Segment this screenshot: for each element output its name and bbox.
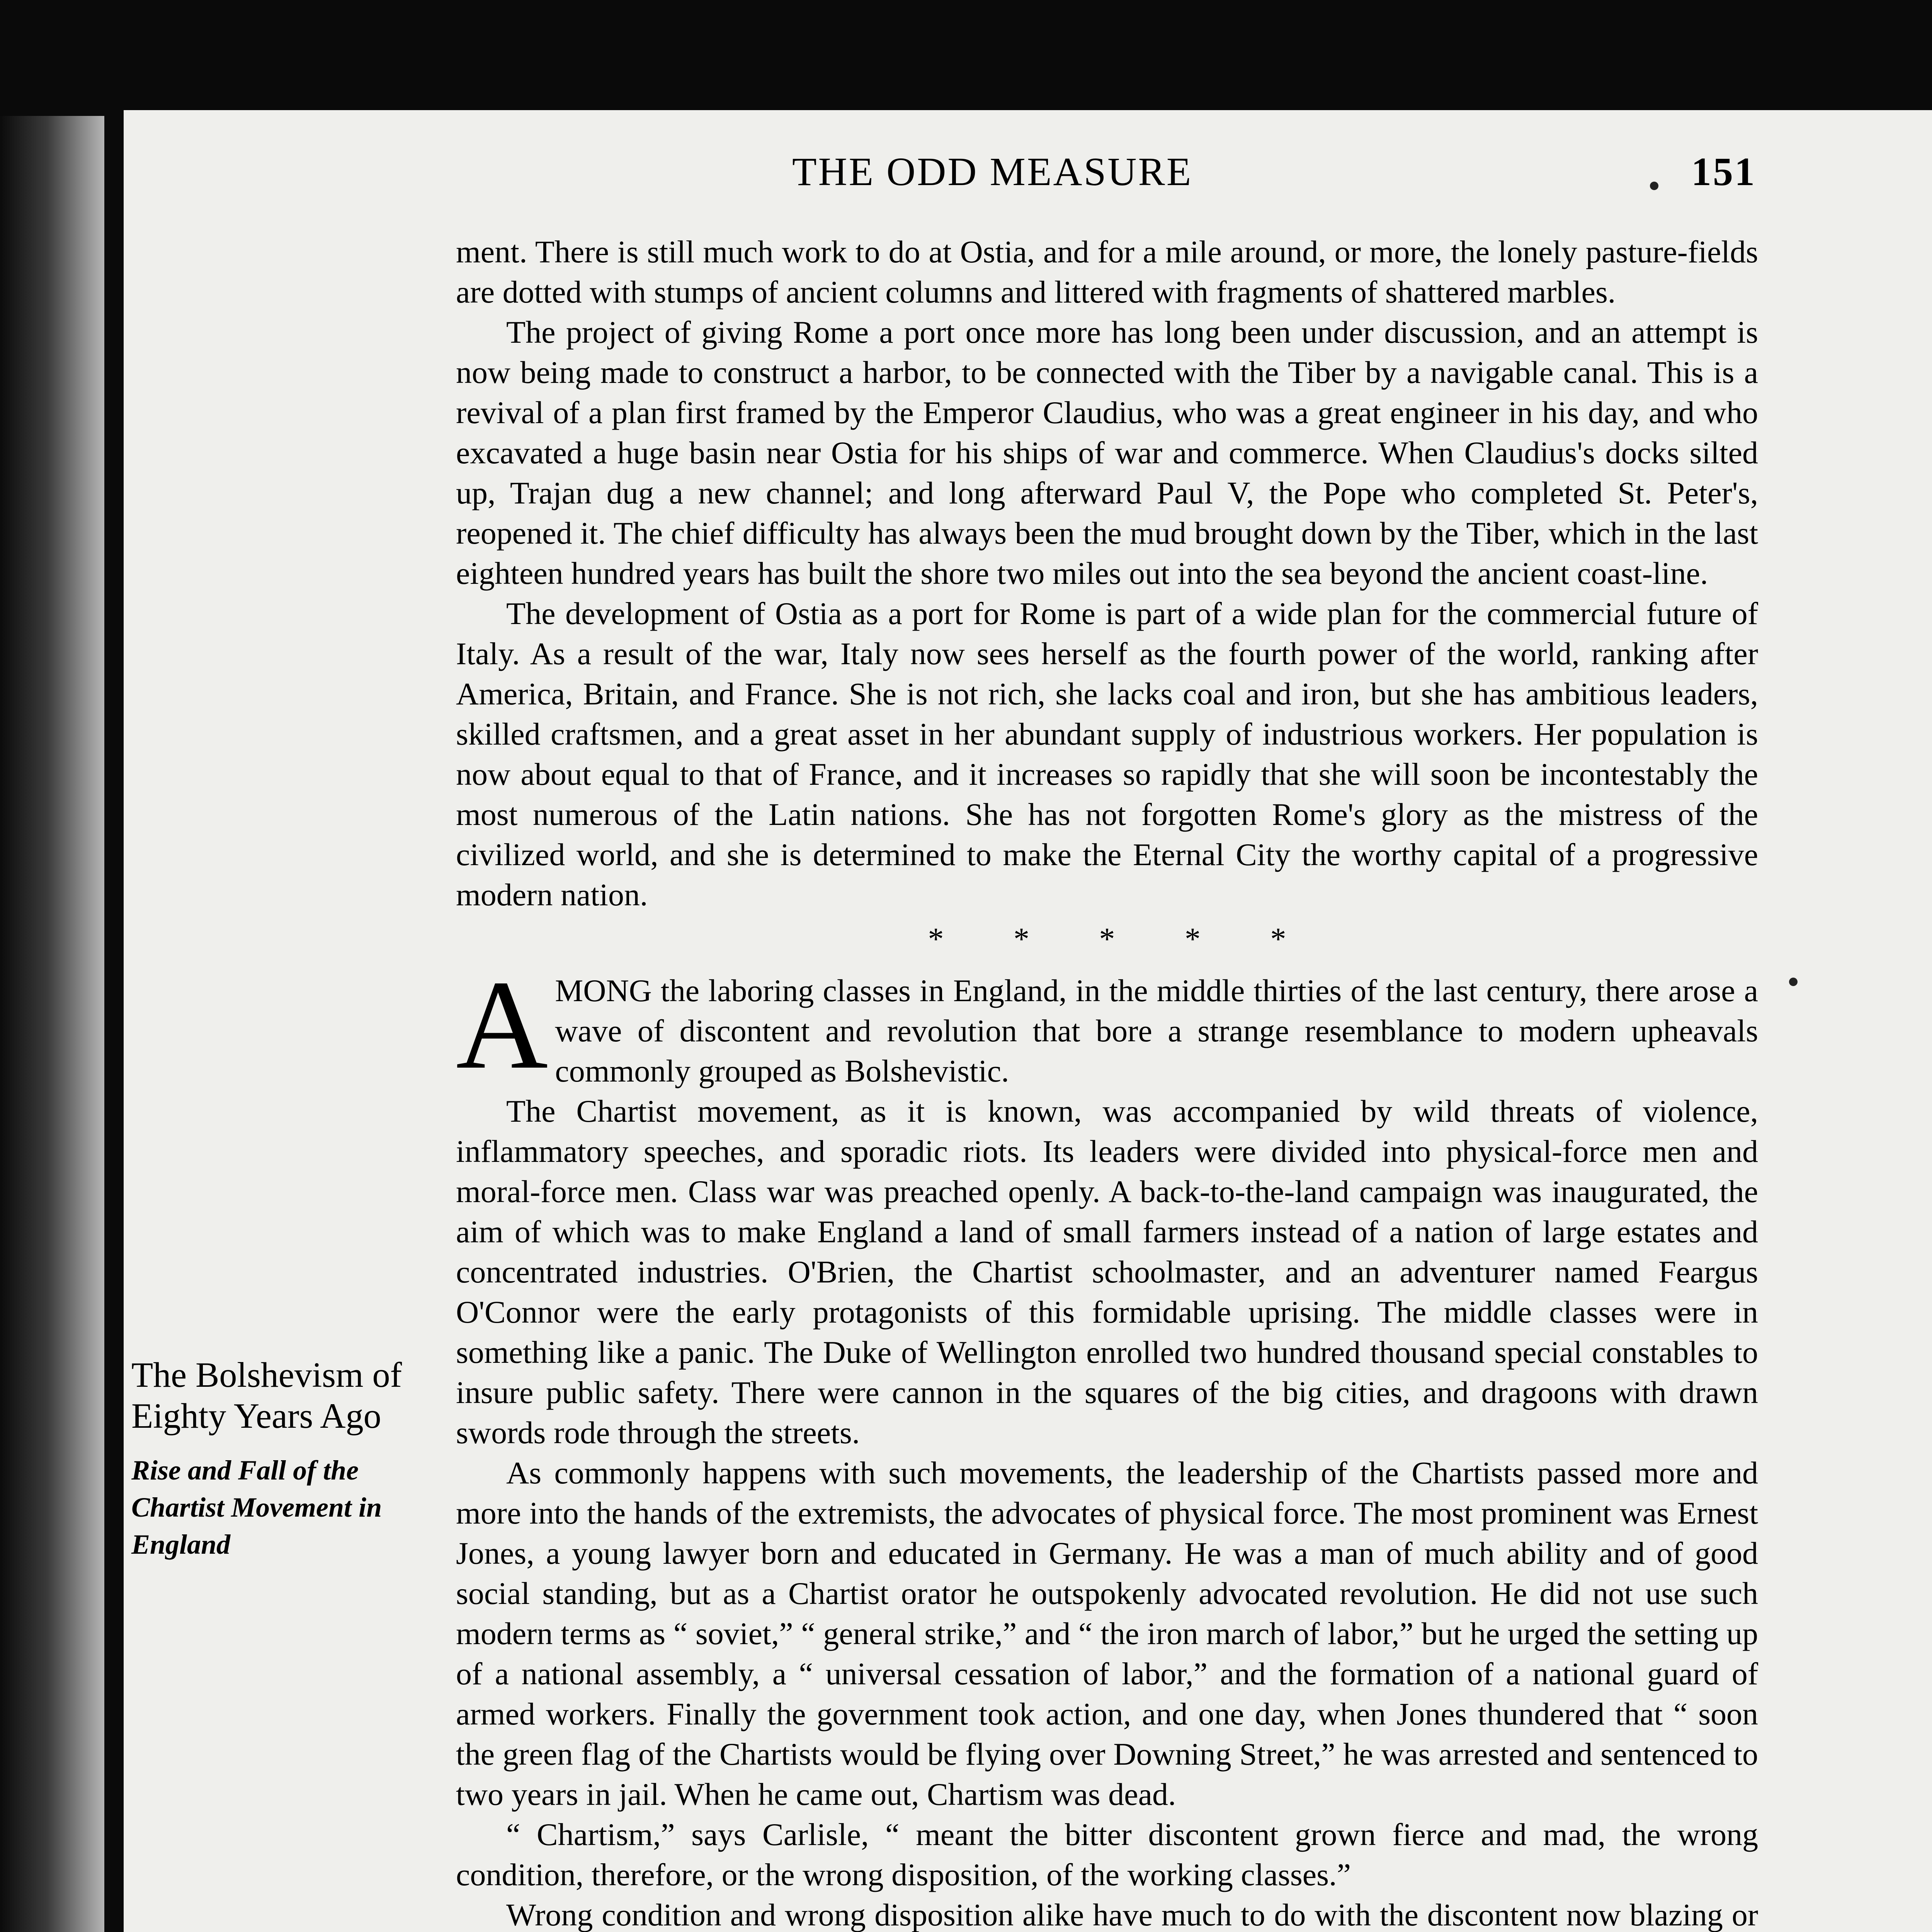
adjacent-page-edge <box>0 116 104 1932</box>
sidenote-title: The Bolshevism of Eighty Years Ago <box>131 1355 402 1435</box>
print-speck <box>1789 978 1798 986</box>
print-speck <box>1650 182 1658 190</box>
paragraph: As commonly happens with such movements, the leadership of the Chartists passed more and more into the hands of the extremists, the advocates of physical force. The most prominent was Ernest Jones, a young lawyer born and educated in Germany. He was a man of much ability and of good social standing, but as a Chartist orator he outspokenly advocated revolution. He did not use such modern terms as “ soviet,” “ general strike,” and “ the iron march of labor,” but he urged the setting up of a national assembly, a “ universal cessation of labor,” and the formation of a national guard of armed workers. Finally the government took action, and one day, when Jones thundered that “ soon the green flag of the Chartists would be flying over Downing Street,” he was arrested and sentenced to two years in jail. When he came out, Chartism was dead. <box>456 1455 1758 1812</box>
paragraph: “ Chartism,” says Carlisle, “ meant the bitter discontent grown fierce and mad, the wrong condition, therefore, or the wrong disposition, of the working classes.” <box>456 1817 1758 1892</box>
drop-cap: A <box>456 954 548 1095</box>
text-column <box>456 232 1758 1932</box>
sidenote <box>131 1354 433 1563</box>
paragraph: The Chartist movement, as it is known, was accompanied by wild threats of violence, inflammatory speeches, and sporadic riots. Its leaders were divided into physical-force men and moral-force men. Class war was preached openly. A back-to-the-land campaign was inaugurated, the aim of which was to make England a land of small farmers instead of a nation of large estates and concentrated industries. O'Brien, the Chartist schoolmaster, and an adventurer named Feargus O'Connor were the early protagonists of this formidable uprising. The middle classes were in something like a panic. The Duke of Wellington enrolled two hundred thousand special constables to insure public safety. There were cannon in the squares of the big cities, and dragoons with drawn swords rode through the streets. <box>456 1094 1758 1450</box>
running-title: THE ODD MEASURE <box>792 150 1193 194</box>
opening-paragraph <box>456 954 1758 1095</box>
opening-text: MONG the laboring classes in England, in the middle thirties of the last century, there arose a wave of discontent and revolution that bore a strange resemblance to modern upheavals commonly grouped as Bolshevistic. <box>555 973 1758 1088</box>
paragraph: The project of giving Rome a port once more has long been under discussion, and an attempt is now being made to construct a harbor, to be connected with the Tiber by a navigable canal. This is a revival of a plan first framed by the Emperor Claudius, who was a great engineer in his day, and who excavated a huge basin near Ostia for his ships of war and commerce. When Claudius's docks silted up, Trajan dug a new channel; and long afterward Paul V, the Pope who completed St. Peter's, reopened it. The chief difficulty has always been the mud brought down by the Tiber, which in the last eighteen hundred years has built the shore two miles out into the sea beyond the ancient coast-line. <box>456 315 1758 591</box>
section-break: * * * * * <box>928 921 1286 956</box>
paragraph: The development of Ostia as a port for Rome is part of a wide plan for the commercial future of Italy. As a result of the war, Italy now sees herself as the fourth power of the world, ranking after America, Britain, and France. She is not rich, she lacks coal and iron, but she has ambitious leaders, skilled craftsmen, and a great asset in her abundant supply of industrious workers. Her population is now about equal to that of France, and it increases so rapidly that she will soon be incontestably the most numerous of the Latin nations. She has not forgotten Rome's glory as the mistress of the civilized world, and she is determined to make the Eternal City the worthy capital of a progressive modern nation. <box>456 596 1758 912</box>
sidenote-subtitle: Rise and Fall of the Chartist Movement in England <box>131 1455 382 1560</box>
paragraph: ment. There is still much work to do at Ostia, and for a mile around, or more, the lonely pasture-fields are dotted with stumps of ancient columns and littered with fragments of shattered marbles. <box>456 234 1758 310</box>
page-number: 151 <box>1691 150 1756 194</box>
paragraph: Wrong condition and wrong disposition alike have much to do with the discontent now blazing or <box>506 1897 1758 1932</box>
